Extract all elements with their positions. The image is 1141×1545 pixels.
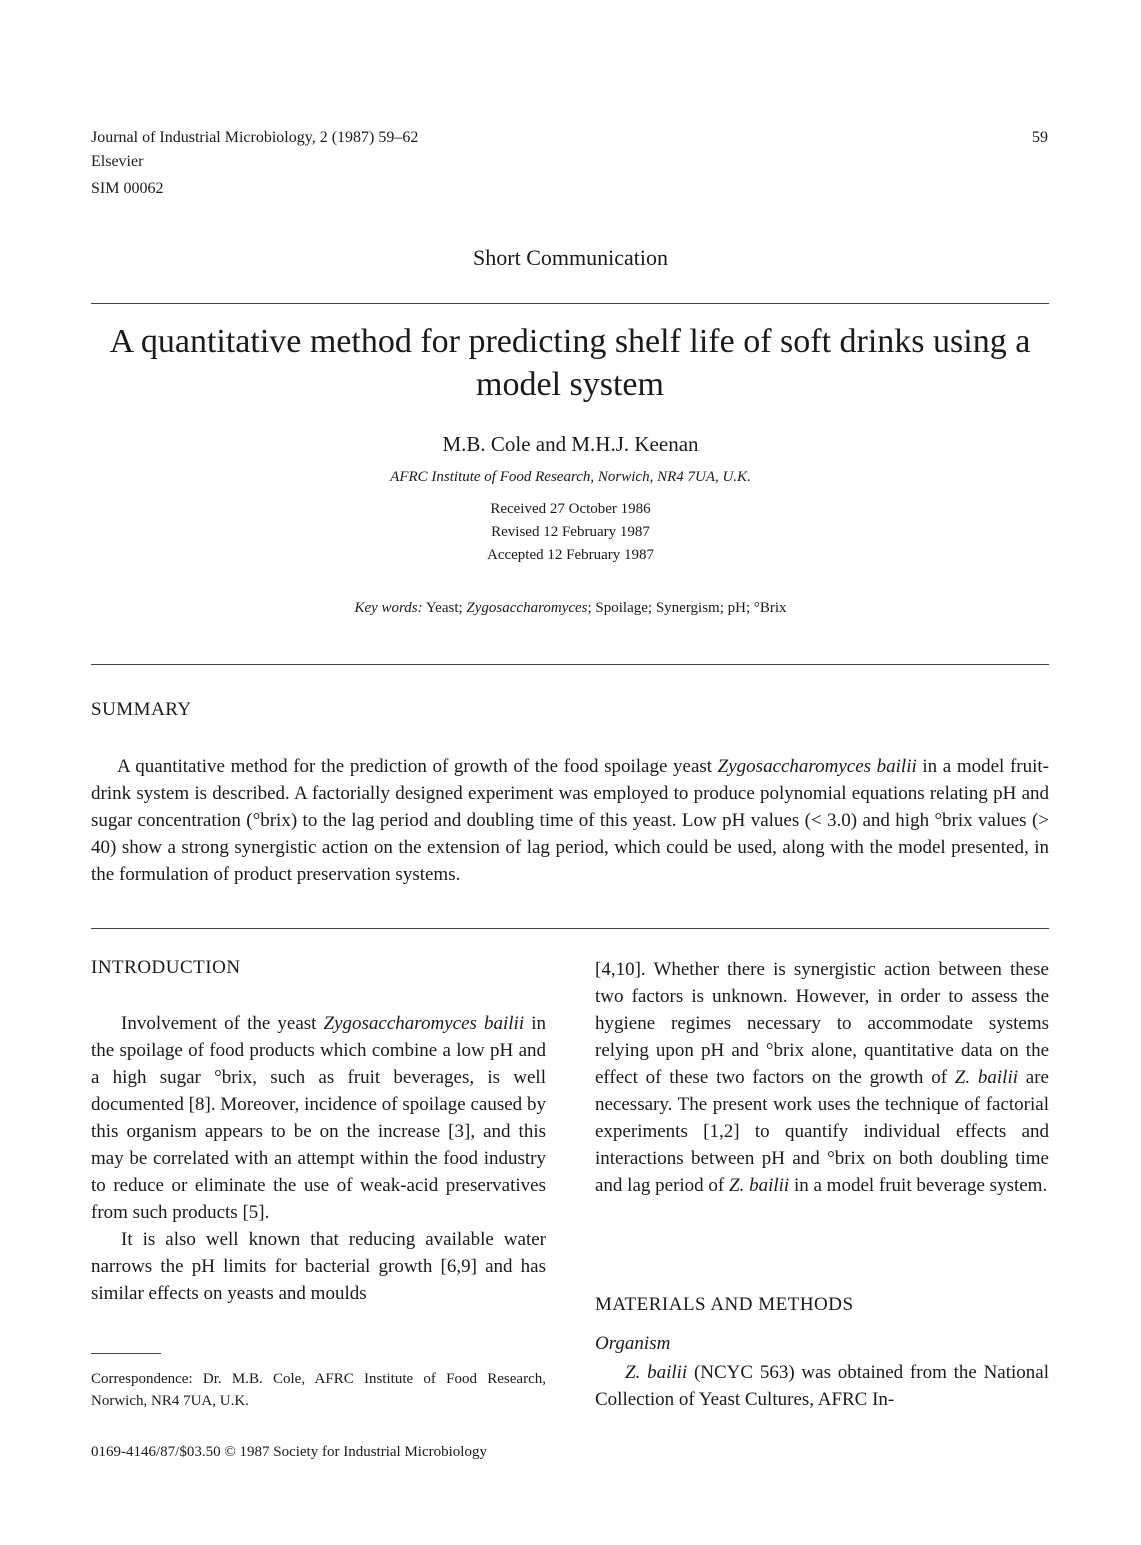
running-header <box>91 126 418 201</box>
right-column-text <box>595 956 1049 1199</box>
publisher: Elsevier <box>91 153 144 170</box>
methods-heading: MATERIALS AND METHODS <box>595 1294 854 1315</box>
copyright-footer: 0169-4146/87/$03.50 © 1987 Society for Industrial Microbiology <box>91 1444 487 1460</box>
article-title: A quantitative method for predicting shelf life of soft drinks using a model system <box>109 323 1031 403</box>
introduction-heading: INTRODUCTION <box>91 957 241 978</box>
accepted-date: Accepted 12 February 1987 <box>486 547 655 563</box>
intro-continuation: [4,10]. Whether there is synergistic action between these two factors is unknown. However, in order to assess the hygiene regimes necessary to accommodate systems relying upon pH and °brix alone, quantitative data on the effect of these two factors on the growth of Z. bailii are necessary. The present work uses the technique of factorial experiments [1,2] to quantify individual effects and interactions between pH and °brix on both doubling time and lag period of Z. bailii in a model fruit beverage system. <box>595 959 1049 1196</box>
keyword-rest: ; Spoilage; Synergism; pH; °Brix <box>587 600 787 616</box>
correspondence-note: Correspondence: Dr. M.B. Cole, AFRC Institute of Food Research, Norwich, NR4 7UA, U.K. <box>91 1371 546 1409</box>
intro-paragraph-1: Involvement of the yeast Zygosaccharomyces bailii in the spoilage of food products which combine a low pH and a high sugar °brix, such as fruit beverages, is well documented [8]. Moreover, incidence of spoilage caused by this organism appears to be on the increase [3], and this may be correlated with an attempt within the food industry to reduce or eliminate the use of weak-acid preservatives from such products [5]. <box>91 1013 547 1223</box>
article-code: SIM 00062 <box>91 180 164 197</box>
summary-heading: SUMMARY <box>91 699 192 720</box>
section-label: Short Communication <box>473 245 668 270</box>
keywords-rule <box>91 664 1049 665</box>
summary-text: A quantitative method for the prediction of growth of the food spoilage yeast Zygosaccharomyces bailii in a model fruit-drink system is described. A factorially designed experiment was employed to produce polynomial equations relating pH and sugar concentration (°brix) to the lag period and doubling time of this yeast. Low pH values (< 3.0) and high °brix values (> 40) show a strong synergistic action on the extension of lag period, which could be used, along with the model presented, in the formulation of product preservation systems. <box>91 756 1049 885</box>
keyword-zygo: Zygosaccharomyces <box>466 600 588 616</box>
affiliation: AFRC Institute of Food Research, Norwich, NR4 7UA, U.K. <box>390 469 751 485</box>
keywords-label: Key words: <box>354 600 423 616</box>
organism-subheading: Organism <box>595 1333 671 1354</box>
organism-text: Z. bailii (NCYC 563) was obtained from the National Collection of Yeast Cultures, AFRC In- <box>595 1362 1050 1410</box>
top-rule <box>91 303 1049 304</box>
authors: M.B. Cole and M.H.J. Keenan <box>442 432 699 456</box>
page-number: 59 <box>1032 129 1048 146</box>
journal-citation: Journal of Industrial Microbiology, 2 (1987) 59–62 <box>91 129 419 146</box>
keywords <box>0 600 1141 617</box>
received-date: Received 27 October 1986 <box>490 501 651 517</box>
keyword-yeast: Yeast; <box>425 600 463 616</box>
revised-date: Revised 12 February 1987 <box>491 524 650 540</box>
introduction-text <box>91 1010 546 1307</box>
intro-paragraph-2: It is also well known that reducing available water narrows the pH limits for bacterial growth [6,9] and has similar effects on yeasts and moulds <box>91 1229 546 1304</box>
dates <box>0 498 1141 567</box>
summary-rule <box>91 928 1049 929</box>
footnote-rule <box>91 1353 161 1354</box>
